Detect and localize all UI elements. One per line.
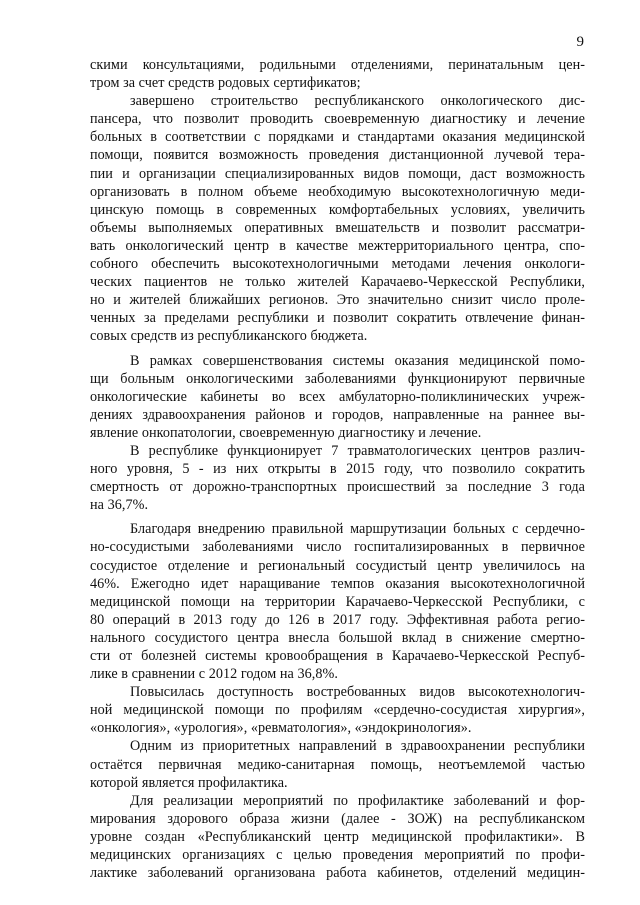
- text-line: ченных за пределами республики и позволит сократить отвлечение финан-: [90, 310, 585, 327]
- paragraph: [90, 92, 585, 345]
- text-line: Одним из приоритетных направлений в здравоохранении республики: [130, 738, 585, 755]
- text-line: Для реализации мероприятий по профилактике заболеваний и фор-: [130, 792, 585, 809]
- text-line: вать онкологический центр в качестве межтерриториального центра, спо-: [90, 237, 585, 254]
- paragraph: [90, 442, 585, 514]
- text-line: ной медицинской помощи по профилям «сердечно-сосудистая хирургия»,: [90, 702, 585, 719]
- text-line: ческих пациентов не только жителей Карачаево-Черкесской Республики,: [90, 274, 585, 291]
- text-line: организовать в полном объеме необходимую высокотехнологичную меди-: [90, 183, 585, 200]
- text-line: пии и организации специализированных видов помощи, даст возможность: [90, 165, 585, 182]
- text-line: смертность от дорожно-транспортных происшествий за последние 3 года: [90, 479, 585, 496]
- page-number: 9: [576, 34, 584, 50]
- paragraph: [90, 683, 585, 737]
- text-line: ного уровня, 5 - из них открыты в 2015 году, что позволило сократить: [90, 461, 585, 478]
- paragraph: [90, 352, 585, 442]
- text-line: но и жителей ближайших регионов. Это значительно снизит число проле-: [90, 292, 585, 309]
- text-line: остаётся первичная медико-санитарная помощь, неотъемлемой частью: [90, 756, 585, 773]
- paragraph: [90, 56, 585, 92]
- text-line: нального сосудистого центра внесла большой вклад в снижение смертно-: [90, 629, 585, 646]
- text-line: сосудистое отделение и региональный сосудистый центр увеличилось на: [90, 557, 585, 574]
- text-line: завершено строительство республиканского онкологического дис-: [130, 93, 585, 110]
- text-line: 80 операций в 2013 году до 126 в 2017 году. Эффективная работа регио-: [90, 611, 585, 628]
- text-line: на 36,7%.: [90, 497, 149, 514]
- text-line: пансера, что позволит проводить своевременную диагностику и лечение: [90, 111, 585, 128]
- text-line: Благодаря внедрению правильной маршрутизации больных с сердечно-: [130, 521, 585, 538]
- text-line: медицинских организациях с целью проведения мероприятий по профи-: [90, 847, 585, 864]
- text-line: лактике заболеваний организована работа кабинетов, отделений медицин-: [90, 865, 585, 882]
- text-line: объемы выполняемых оперативных вмешательств и позволит рассматри-: [90, 219, 585, 236]
- text-line: собного обеспечить высокотехнологичными методами лечения онкологи-: [90, 256, 585, 273]
- text-line: цинскую помощь в современных комфортабельных условиях, увеличить: [90, 201, 585, 218]
- text-line: щи больным онкологическими заболеваниями функционируют первичные: [90, 370, 585, 387]
- text-line: медицинской помощи на территории Карачаево-Черкесской Республики, с: [90, 593, 585, 610]
- text-line: лике в сравнении с 2012 годом на 36,8%.: [90, 666, 338, 683]
- paragraph: [90, 520, 585, 683]
- text-line: дениях здравоохранения районов и городов, направленные на раннее вы-: [90, 406, 585, 423]
- text-line: уровне создан «Республиканский центр медицинской профилактики». В: [90, 828, 585, 845]
- text-line: тром за счет средств родовых сертификатов;: [90, 75, 361, 92]
- text-line: совых средств из республиканского бюджета.: [90, 328, 368, 345]
- text-line: 46%. Ежегодно идет наращивание темпов оказания высокотехнологичной: [90, 575, 585, 592]
- paragraph: [90, 792, 585, 882]
- text-line: но-сосудистыми заболеваниями число госпитализированных в первичное: [90, 539, 585, 556]
- text-line: скими консультациями, родильными отделениями, перинатальным цен-: [90, 57, 585, 73]
- text-line: В республике функционирует 7 травматологических центров различ-: [130, 442, 585, 459]
- document-body: [90, 56, 585, 882]
- text-line: В рамках совершенствования системы оказания медицинской помо-: [130, 352, 585, 369]
- text-line: явление онкопатологии, своевременную диагностику и лечение.: [90, 424, 482, 441]
- text-line: онкологические кабинеты во всех амбулаторно-поликлинических учреж-: [90, 388, 585, 405]
- text-line: сти от болезней системы кровообращения в Карачаево-Черкесской Респуб-: [90, 648, 585, 664]
- text-line: помощи, появится возможность проведения дистанционной лучевой тера-: [90, 147, 585, 164]
- paragraph: [90, 737, 585, 791]
- text-line: больных в соответствии с порядками и стандартами оказания медицинской: [90, 129, 585, 146]
- text-line: мирования здорового образа жизни (далее - ЗОЖ) на республиканском: [90, 810, 585, 827]
- text-line: Повысилась доступность востребованных видов высокотехнологич-: [130, 684, 585, 701]
- text-line: «онкология», «урология», «ревматология», «эндокринология».: [90, 720, 472, 737]
- text-line: которой является профилактика.: [90, 774, 288, 791]
